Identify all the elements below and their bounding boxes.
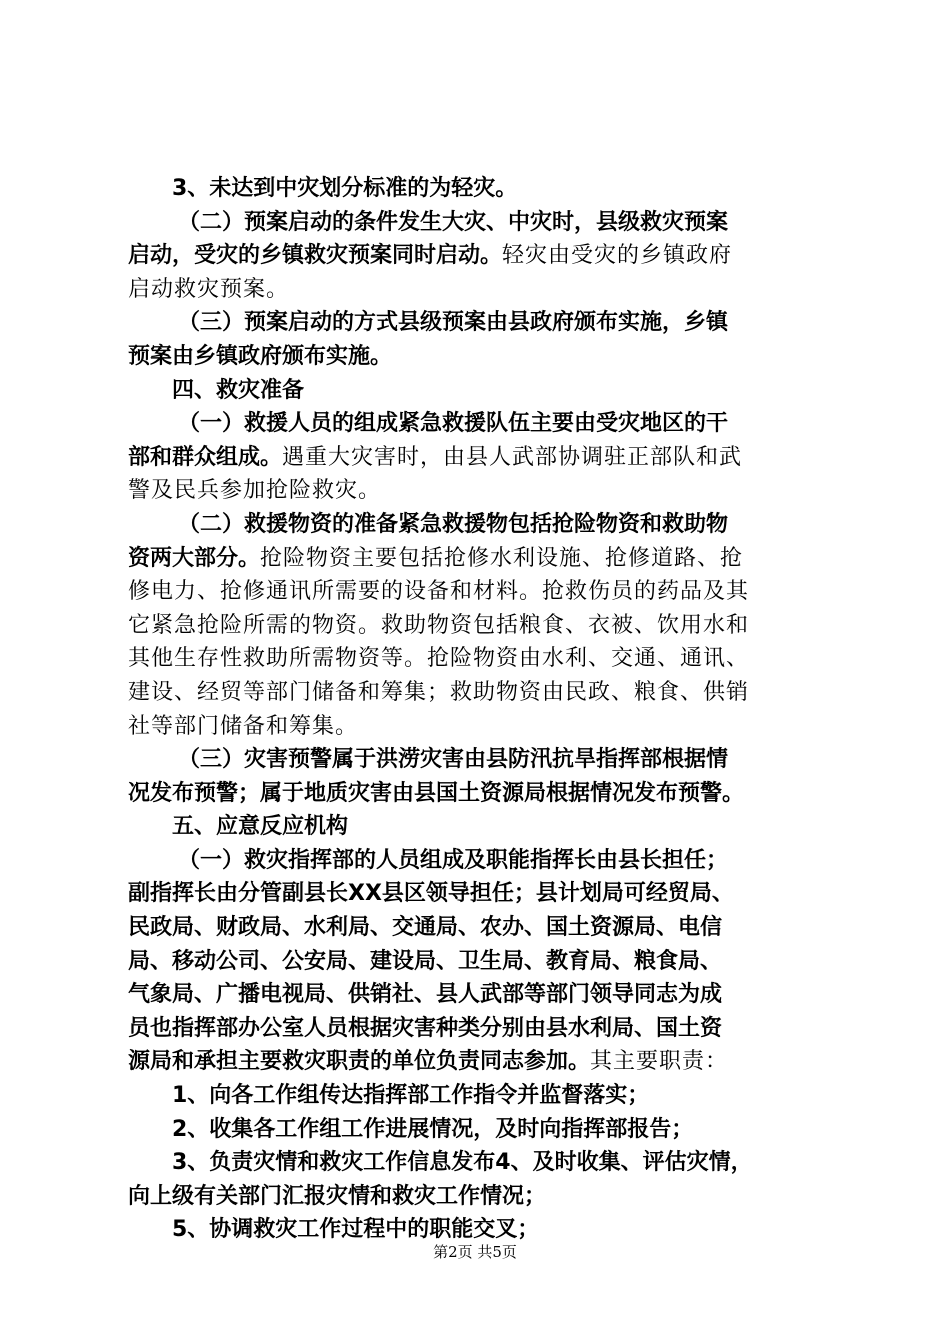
line-text: 四、救灾准备 [172, 377, 305, 403]
line-text: 资两大部分。 [128, 545, 261, 571]
paragraph-line [128, 911, 842, 945]
paragraph-line [128, 1012, 842, 1046]
paragraph-line [128, 676, 842, 710]
document-body [128, 172, 842, 1247]
paragraph-line [128, 542, 842, 576]
paragraph-line [128, 743, 842, 777]
line-text: 源局和承担主要救灾职责的单位负责同志参加。 [128, 1049, 591, 1075]
line-text: 局、移动公司、公安局、建设局、卫生局、教育局、粮食局、 [128, 948, 723, 974]
line-text: 况发布预警；属于地质灾害由县国土资源局根据情况发布预警。 [128, 780, 745, 806]
paragraph-line [128, 508, 842, 542]
line-text: 3、负责灾情和救灾工作信息发布4、及时收集、评估灾情， [172, 1150, 753, 1176]
line-text-light: 其主要职责： [590, 1049, 729, 1075]
line-text: 预案由乡镇政府颁布实施。 [128, 343, 393, 369]
list-item [128, 1113, 842, 1147]
paragraph-line [128, 273, 842, 307]
list-item-continuation [128, 1180, 842, 1214]
line-text-light: 建设、经贸等部门储备和筹集；救助物资由民政、粮食、供销 [128, 679, 750, 705]
paragraph-line [128, 206, 842, 240]
section-heading [128, 810, 842, 844]
line-text: （二）救援物资的准备紧急救援物包括抢险物资和救助物 [178, 511, 729, 537]
section-heading [128, 374, 842, 408]
line-text-light: 抢险物资主要包括抢修水利设施、抢修道路、抢 [260, 545, 744, 571]
line-text: 民政局、财政局、水利局、交通局、农办、国土资源局、电信 [128, 915, 723, 941]
line-text-light: 轻灾由受灾的乡镇政府 [502, 243, 733, 269]
line-text-light: 启动救灾预案。 [128, 276, 290, 302]
paragraph-line [128, 877, 842, 911]
line-text: 副指挥长由分管副县长XX县区领导担任；县计划局可经贸局、 [128, 881, 734, 907]
line-text-light: 其他生存性救助所需物资等。抢险物资由水利、交通、通讯、 [128, 646, 750, 672]
paragraph-line [128, 340, 842, 374]
paragraph-line [128, 642, 842, 676]
paragraph-line [128, 474, 842, 508]
line-text: （三）灾害预警属于洪涝灾害由县防汛抗旱指挥部根据情 [178, 747, 729, 773]
paragraph-line [128, 978, 842, 1012]
line-text: （三）预案启动的方式县级预案由县政府颁布实施，乡镇 [178, 310, 729, 336]
paragraph-line [128, 407, 842, 441]
line-text: 部和群众组成。 [128, 444, 283, 470]
line-text-light: 它紧急抢险所需的物资。救助物资包括粮食、衣被、饮用水和 [128, 612, 750, 638]
paragraph-line [128, 609, 842, 643]
line-text: 3、未达到中灾划分标准的为轻灾。 [172, 176, 518, 201]
line-text: （一）救援人员的组成紧急救援队伍主要由受灾地区的干 [178, 411, 729, 437]
line-text: 启动，受灾的乡镇救灾预案同时启动。 [128, 243, 503, 269]
line-text: （一）救灾指挥部的人员组成及职能指挥长由县长担任； [178, 847, 729, 873]
line-text-light: 警及民兵参加抢险救灾。 [128, 478, 382, 504]
line-text: 5、协调救灾工作过程中的职能交叉； [172, 1217, 540, 1243]
line-text: （二）预案启动的条件发生大灾、中灾时，县级救灾预案 [178, 209, 729, 235]
paragraph-line [128, 777, 842, 811]
paragraph-line [128, 945, 842, 979]
paragraph-line [128, 306, 842, 340]
paragraph-line [128, 239, 842, 273]
line-text: 2、收集各工作组工作进展情况，及时向指挥部报告； [172, 1116, 694, 1142]
line-text: 员也指挥部办公室人员根据灾害种类分别由县水利局、国土资 [128, 1015, 723, 1041]
line-text: 向上级有关部门汇报灾情和救灾工作情况； [128, 1183, 547, 1209]
page-number-footer: 第2页 共5页 [433, 1243, 517, 1261]
paragraph-line [128, 710, 842, 744]
line-text: 1、向各工作组传达指挥部工作指令并监督落实； [172, 1083, 650, 1109]
list-item [128, 1079, 842, 1113]
list-item [128, 1146, 842, 1180]
line-text: 气象局、广播电视局、供销社、县人武部等部门领导同志为成 [128, 982, 723, 1008]
line-text-light: 社等部门储备和筹集。 [128, 713, 359, 739]
paragraph-line [128, 172, 842, 206]
paragraph-line [128, 441, 842, 475]
paragraph-line [128, 1045, 842, 1079]
line-text-light: 遇重大灾害时，由县人武部协调驻正部队和武 [282, 444, 743, 470]
paragraph-line [128, 575, 842, 609]
line-text: 五、应意反应机构 [172, 814, 349, 840]
paragraph-line [128, 844, 842, 878]
line-text-light: 修电力、抢修通讯所需要的设备和材料。抢救伤员的药品及其 [128, 579, 750, 605]
